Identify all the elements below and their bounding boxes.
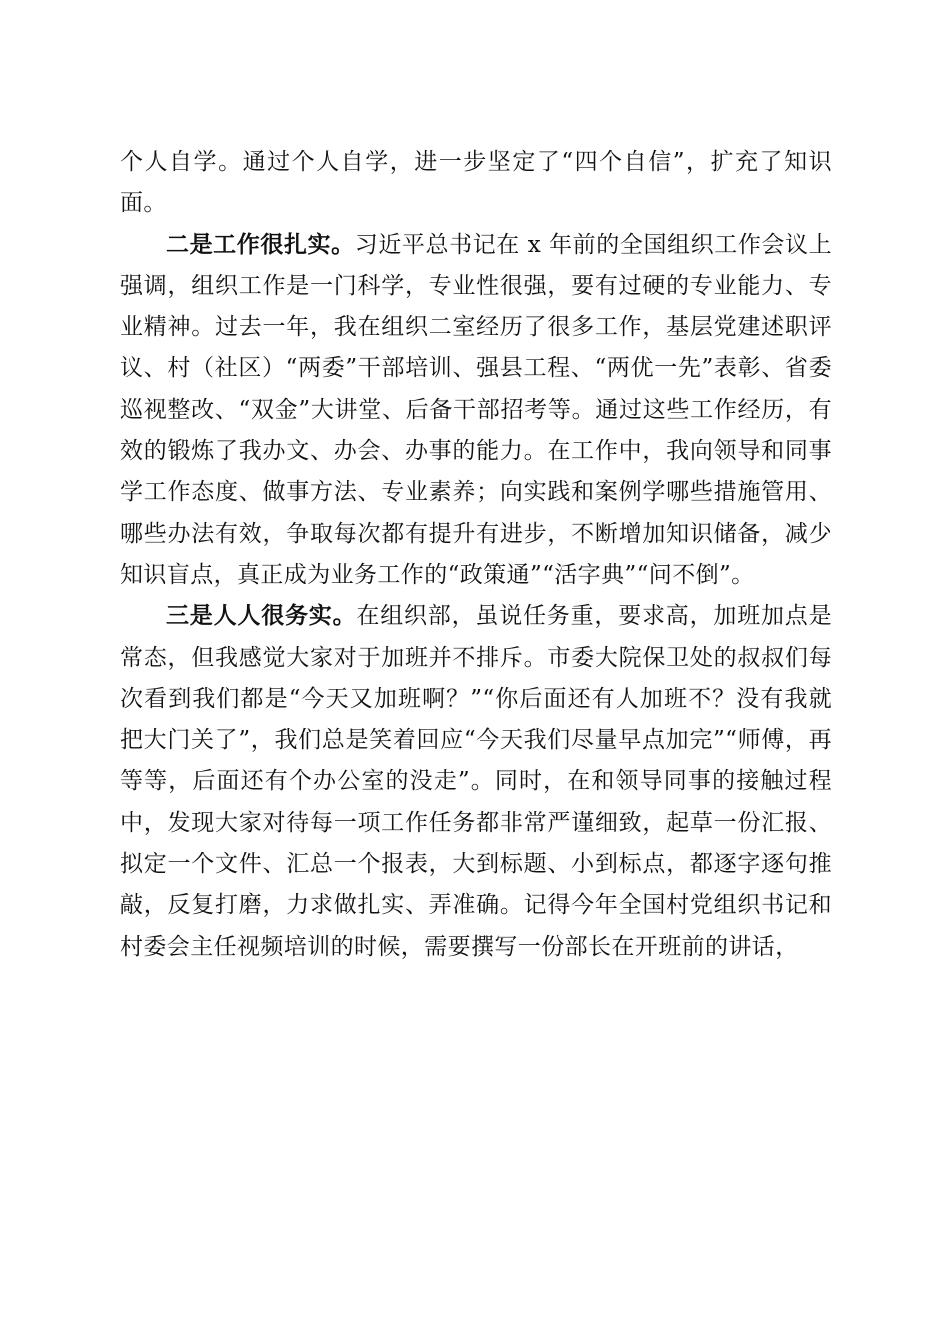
paragraph-everyone-practical bbox=[120, 596, 832, 968]
paragraph-lead-heading: 三是人人很务实。 bbox=[166, 603, 357, 630]
paragraph-text: 个人自学。通过个人自学，进一步坚定了“四个自信”，扩充了知识面。 bbox=[120, 149, 832, 217]
paragraph-lead-heading: 二是工作很扎实。 bbox=[166, 231, 355, 258]
paragraph-work-solid bbox=[120, 225, 832, 597]
document-body bbox=[120, 142, 832, 968]
paragraph-self-study-ending bbox=[120, 142, 832, 225]
paragraph-text: 在组织部，虽说任务重，要求高，加班加点是常态，但我感觉大家对于加班并不排斥。市委大院保卫处的叔叔们每次看到我们都是“今天又加班啊？”“你后面还有人加班不？没有我就把大门关了”，我们总是笑着回应“今天我们尽量早点加完”“师傅，再等等，后面还有个办公室的没走”。同时，在和领导同事的接触过程中，发现大家对待每一项工作任务都非常严谨细致，起草一份汇报、拟定一个文件、汇总一个报表，大到标题、小到标点，都逐字逐句推敲，反复打磨，力求做扎实、弄准确。记得今年全国村党组织书记和村委会主任视频培训的时候，需要撰写一份部长在开班前的讲话， bbox=[120, 603, 833, 960]
paragraph-text: 习近平总书记在 x 年前的全国组织工作会议上强调，组织工作是一门科学，专业性很强，要有过硬的专业能力、专业精神。过去一年，我在组织二室经历了很多工作，基层党建述职评议、村（社区）“两委”干部培训、强县工程、“两优一先”表彰、省委巡视整改、“双金”大讲堂、后备干部招考等。通过这些工作经历，有效的锻炼了我办文、办会、办事的能力。在工作中，我向领导和同事学工作态度、做事方法、专业素养；向实践和案例学哪些措施管用、哪些办法有效，争取每次都有提升有进步，不断增加知识储备，减少知识盲点，真正成为业务工作的“政策通”“活字典”“问不倒”。 bbox=[120, 231, 832, 588]
